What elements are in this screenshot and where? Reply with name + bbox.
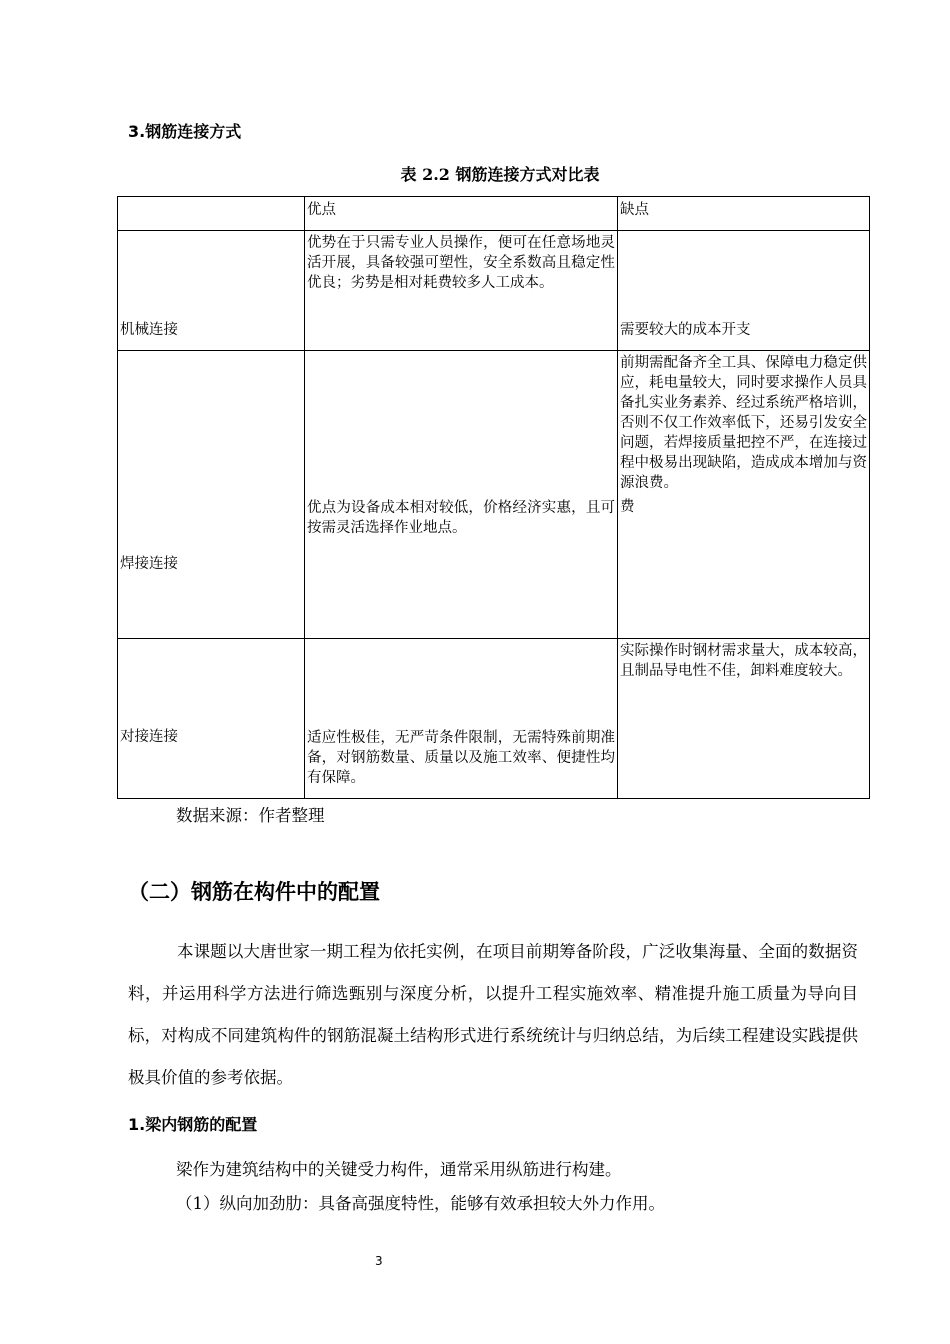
cons-welding-cell [618, 351, 870, 639]
header-pros: 优点 [305, 197, 618, 231]
data-source-note: 数据来源：作者整理 [176, 806, 325, 825]
pros-butt: 适应性极佳，无严苛条件限制，无需特殊前期准备，对钢筋数量、质量以及施工效率、便捷性均有保障。 [305, 639, 618, 799]
header-cons: 缺点 [618, 197, 870, 231]
cons-butt: 实际操作时钢材需求量大，成本较高，且制品导电性不佳，卸料难度较大。 [618, 639, 870, 799]
row-label-mechanical: 机械连接 [118, 231, 305, 351]
row-label-butt: 对接连接 [118, 639, 305, 799]
list-item-1: （1）纵向加劲肋：具备高强度特性，能够有效承担较大外力作用。 [176, 1194, 665, 1213]
row-label-welding: 焊接连接 [118, 351, 305, 639]
cons-welding-tail: 费 [620, 499, 635, 515]
page-number: 3 [375, 1254, 383, 1268]
table-caption: 表 2.2 钢筋连接方式对比表 [400, 165, 600, 184]
table-row [118, 351, 870, 639]
pros-welding: 优点为设备成本相对较低，价格经济实惠，且可按需灵活选择作业地点。 [305, 351, 618, 639]
table-row [118, 639, 870, 799]
pros-mechanical: 优势在于只需专业人员操作，便可在任意场地灵活开展，具备较强可塑性，安全系数高且稳定性优良；劣势是相对耗费较多人工成本。 [305, 231, 618, 351]
cons-welding: 前期需配备齐全工具、保障电力稳定供应，耗电量较大，同时要求操作人员具备扎实业务素养、经过系统严格培训，否则不仅工作效率低下，还易引发安全问题，若焊接质量把控不严，在连接过程中极易出现缺陷，造成成本增加与资源浪费。 [620, 355, 867, 491]
table-row [118, 231, 870, 351]
comparison-table [117, 196, 870, 799]
beam-sentence: 梁作为建筑结构中的关键受力构件，通常采用纵筋进行构建。 [176, 1160, 622, 1179]
header-empty-cell [118, 197, 305, 231]
section-2-heading: （二）钢筋在构件中的配置 [128, 880, 380, 904]
cons-mechanical: 需要较大的成本开支 [618, 231, 870, 351]
table-header-row [118, 197, 870, 231]
subsection-1-heading: 1.梁内钢筋的配置 [128, 1115, 258, 1134]
intro-paragraph: 本课题以大唐世家一期工程为依托实例，在项目前期筹备阶段，广泛收集海量、全面的数据资料，并运用科学方法进行筛选甄别与深度分析，以提升工程实施效率、精准提升施工质量为导向目标，对构成不同建筑构件的钢筋混凝土结构形式进行系统统计与归纳总结，为后续工程建设实践提供极具价值的参考依据。 [128, 942, 858, 1087]
section-3-heading: 3.钢筋连接方式 [128, 122, 242, 141]
